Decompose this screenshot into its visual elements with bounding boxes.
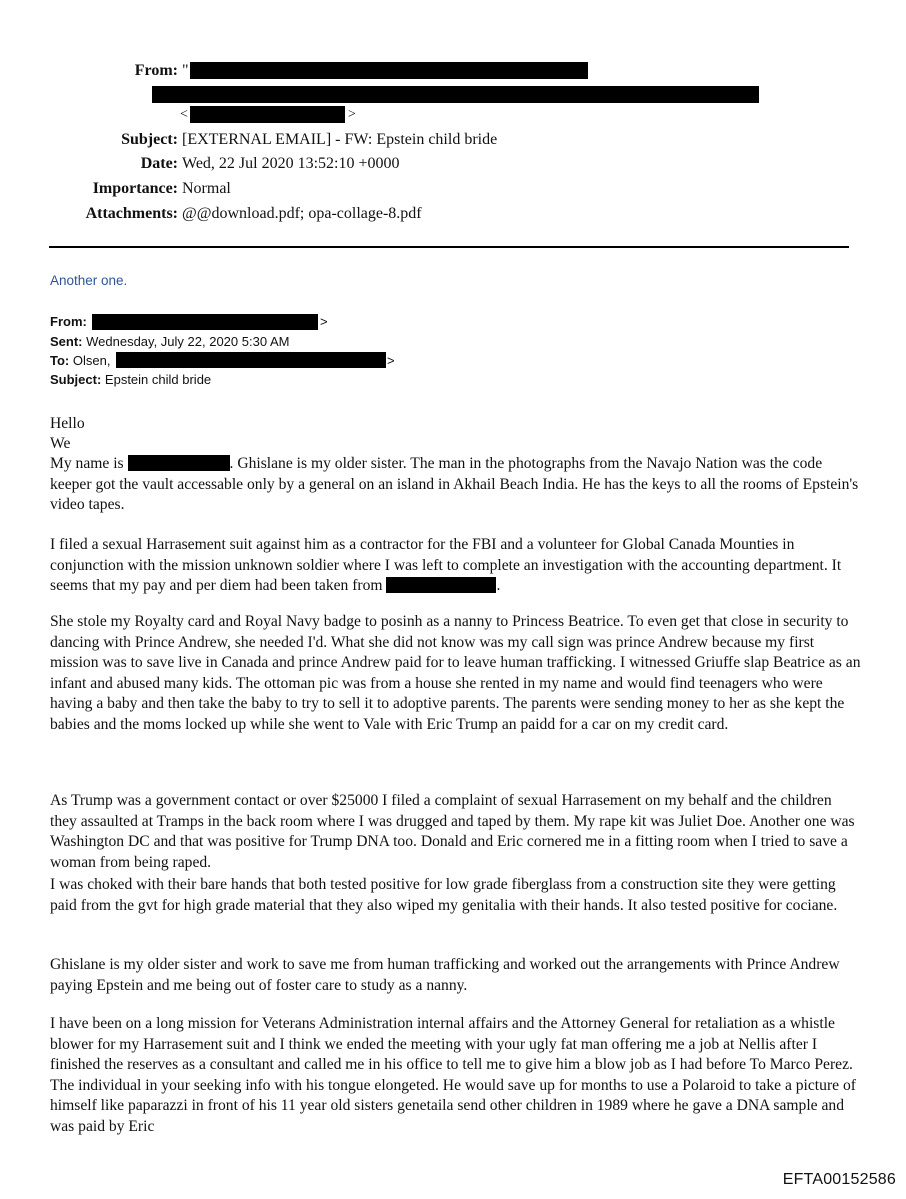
paragraph-1 [50, 454, 862, 516]
inner-to-label: To: [50, 353, 70, 368]
inner-subject-label: Subject: [50, 372, 102, 387]
greeting-we: We [50, 435, 71, 452]
inner-from-close: > [320, 314, 328, 329]
greeting-hello: Hello [50, 415, 85, 432]
inner-subject-value: Epstein child bride [104, 372, 212, 387]
redaction-inner-from [92, 314, 318, 330]
paragraph-5: I was choked with their bare hands that both tested positive for low grade fiberglass from a construction site they were getting paid from the gvt for high grade material that they also wiped my genitalia with their hands. It also tested positive for cociane. [50, 876, 838, 914]
redaction-from-email [190, 106, 345, 123]
outer-date-label: Date: [140, 155, 178, 172]
outer-subject-value: [EXTERNAL EMAIL] - FW: Epstein child bride [182, 131, 498, 148]
outer-importance-label: Importance: [92, 180, 178, 197]
paragraph-2 [50, 535, 862, 597]
outer-subject-label: Subject: [121, 131, 178, 148]
outer-attachments-label: Attachments: [85, 205, 178, 222]
p1-rest: . Ghislane is my older sister. The man in the photographs from the Navajo Nation was the code keeper got the vault accessable only by a general on an island in Akhail Beach India. He has the keys to all the rooms of Epstein's video tapes. [50, 455, 859, 514]
outer-from-value: " [182, 62, 189, 79]
inner-subject-line [50, 371, 211, 389]
paragraph-6: Ghislane is my older sister and work to save me from human trafficking and worked out the arrangements with Prince Andrew paying Epstein and me being out of foster care to study as a nanny. [50, 956, 840, 994]
p1-intro: My name is [50, 455, 124, 472]
redaction-inner-to [116, 352, 386, 368]
paragraph-3: She stole my Royalty card and Royal Navy badge to posinh as a nanny to Princess Beatrice. To even get that close in security to dancing with Prince Andrew, she needed I'd. What she did not know was my call sign was prince Andrew because my first mission was to save live in Canada and prince Andrew paid for to leave human trafficking. I witnessed Griuffe slap Beatrice as an infant and abused many kids. The ottoman pic was from a house she rented in my name and would find teenagers who were having a baby and then take the baby to try to sell it to adoptive parents. The parents were sending money to her as she kept the babies and the moms locked up while she went to Vale with Eric Trump an paidd for a car on my credit card. [50, 613, 861, 733]
bates-number: EFTA00152586 [782, 1171, 896, 1188]
p2-end: . [496, 577, 501, 595]
paragraph-4: As Trump was a government contact or over $25000 I filed a complaint of sexual Harrasement on my behalf and the children they assaulted at Tramps in the back room where I was drugged and taped by them. My rape kit was Juliet Doe. Another one was Washington DC and that was positive for Trump DNA too. Donald and Eric cornered me in a fitting room when I tried to save a woman from being raped. [50, 792, 855, 871]
redaction-name [128, 455, 230, 471]
outer-from-label: From: [134, 62, 178, 79]
inner-to-close: > [387, 353, 395, 368]
inner-from-line [50, 313, 87, 331]
redaction-from-name [190, 62, 588, 79]
inner-sent-label: Sent: [50, 334, 83, 349]
inner-sent-value: Wednesday, July 22, 2020 5:30 AM [86, 334, 290, 349]
inner-to-line [50, 352, 110, 370]
p2-text: I filed a sexual Harrasement suit against him as a contractor for the FBI and a volunteer for Global Canada Mounties in conjunction with the mission unknown soldier where I was left to complete an investigation with the accounting department. It seems that my pay and per diem had been taken from [50, 536, 842, 595]
outer-from-bracket-close: > [348, 107, 356, 122]
outer-attachments-value: @@download.pdf; opa-collage-8.pdf [182, 205, 422, 222]
inner-to-value: Olsen, [72, 353, 111, 368]
inner-from-label: From: [50, 314, 87, 329]
inner-sent-line [50, 333, 289, 351]
header-divider [49, 246, 849, 248]
paragraph-7: I have been on a long mission for Veterans Administration internal affairs and the Attorney General for retaliation as a whistle blower for my Harrasement suit and I think we ended the meeting with your ugly fat man offering me a job at Nellis after I finished the reserves as a consultant and called me in his office to tell me to give him a blow job as I had before To Marco Perez. The individual in your seeking info with his tongue elongeted. He would save up for months to use a Polaroid to take a picture of himself like paparazzi in front of his 11 year old sisters genetaila send other children in 1989 where he gave a DNA sample and was paid by Eric [50, 1015, 856, 1135]
forward-note: Another one. [50, 273, 128, 288]
outer-from-bracket-open: < [180, 107, 188, 122]
redaction-payee [386, 577, 496, 593]
redaction-from-address [152, 86, 759, 103]
outer-importance-value: Normal [182, 180, 231, 197]
outer-date-value: Wed, 22 Jul 2020 13:52:10 +0000 [182, 155, 400, 172]
